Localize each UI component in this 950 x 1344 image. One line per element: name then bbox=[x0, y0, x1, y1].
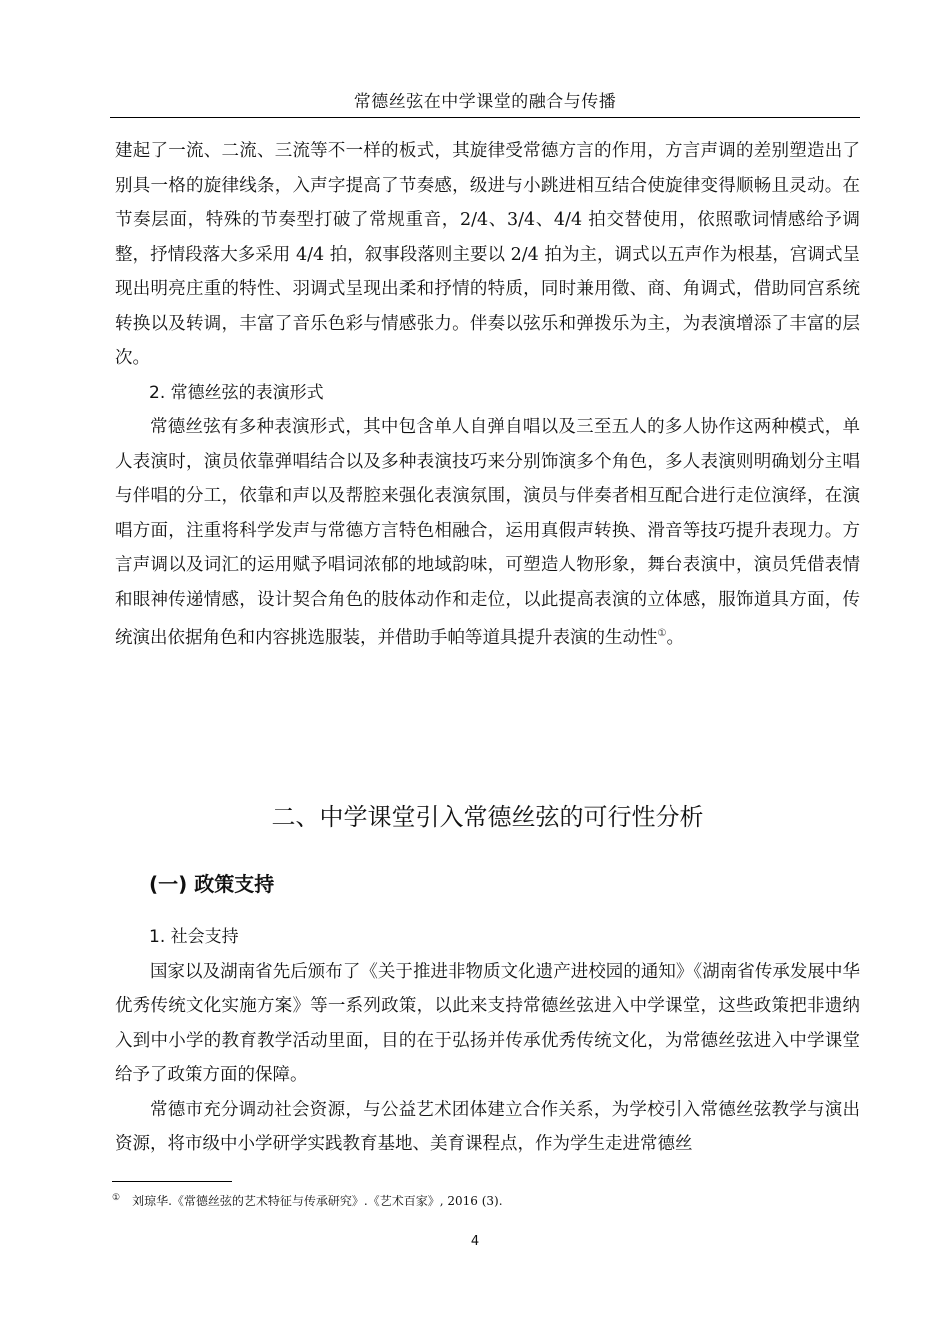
footnote-text: 刘琼华.《常德丝弦的艺术特征与传承研究》.《艺术百家》, 2016 (3). bbox=[132, 1194, 503, 1208]
footnote bbox=[112, 1189, 503, 1210]
policy-support-block bbox=[115, 920, 860, 1162]
footnote-reference[interactable]: ① bbox=[657, 628, 667, 639]
paragraph-performance-forms bbox=[115, 410, 860, 656]
paragraph-end-punctuation: 。 bbox=[666, 628, 684, 648]
subheading-performance-forms: 2. 常德丝弦的表演形式 bbox=[149, 382, 324, 403]
page-number: 4 bbox=[470, 1234, 480, 1249]
subsection-heading-policy-support: (一) 政策支持 bbox=[149, 872, 275, 896]
footnote-rule bbox=[112, 1181, 232, 1182]
paragraph-performance-forms-text: 常德丝弦有多种表演形式，其中包含单人自弹自唱以及三至五人的多人协作这两种模式，单人表演时，演员依靠弹唱结合以及多种表演技巧来分别饰演多个角色，多人表演则明确划分主唱与伴唱的分工，依靠和声以及帮腔来强化表演氛围，演员与伴奏者相互配合进行走位演绎，在演唱方面，注重将科学发声与常德方言特色相融合，运用真假声转换、滑音等技巧提升表现力。方言声调以及词汇的运用赋予唱词浓郁的地域韵味，可塑造人物形象，舞台表演中，演员凭借表情和眼神传递情感，设计契合角色的肢体动作和走位，以此提高表演的立体感，服饰道具方面，传统演出依据角色和内容挑选服装，并借助手帕等道具提升表演的生动性 bbox=[115, 417, 860, 648]
footnote-mark: ① bbox=[112, 1193, 121, 1203]
page-content bbox=[115, 134, 860, 1154]
section-heading: 二、中学课堂引入常德丝弦的可行性分析 bbox=[271, 803, 704, 831]
paragraph-national-policy: 国家以及湖南省先后颁布了《关于推进非物质文化遗产进校园的通知》《湖南省传承发展中华优秀传统文化实施方案》等一系列政策，以此来支持常德丝弦进入中学课堂，这些政策把非遗纳入到中小学的教育教学活动里面，目的在于弘扬并传承优秀传统文化，为常德丝弦进入中学课堂给予了政策方面的保障。 bbox=[115, 961, 860, 1085]
paragraph-continued: 建起了一流、二流、三流等不一样的板式，其旋律受常德方言的作用，方言声调的差别塑造出了别具一格的旋律线条，入声字提高了节奏感，级进与小跳进相互结合使旋律变得顺畅且灵动。在节奏层面，特殊的节奏型打破了常规重音，2/4、3/4、4/4 拍交替使用，依照歌词情感给予调整，抒情段落大多采用 4/4 拍，叙事段落则主要以 2/4 拍为主，调式以五声作为根基，宫调式呈现出明亮庄重的特性、羽调式呈现出柔和抒情的特质，同时兼用徵、商、角调式，借助同宫系统转换以及转调，丰富了音乐色彩与情感张力。伴奏以弦乐和弹拨乐为主，为表演增添了丰富的层次。 bbox=[115, 141, 860, 368]
item-heading-social-support: 1. 社会支持 bbox=[149, 927, 239, 947]
header-rule bbox=[110, 117, 860, 118]
paragraph-changde-resources: 常德市充分调动社会资源，与公益艺术团体建立合作关系，为学校引入常德丝弦教学与演出资源，将市级中小学研学实践教育基地、美育课程点，作为学生走进常德丝 bbox=[115, 1099, 860, 1154]
running-header: 常德丝弦在中学课堂的融合与传播 bbox=[353, 92, 617, 112]
